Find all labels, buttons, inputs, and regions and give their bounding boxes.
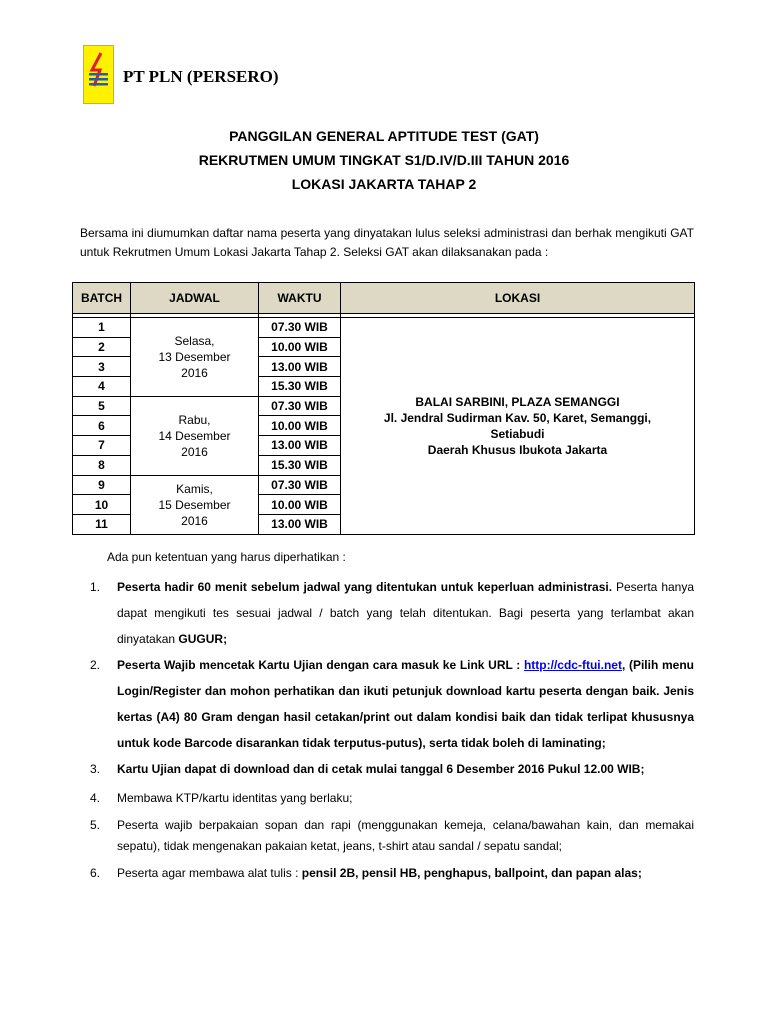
list-number: 5. (90, 818, 101, 832)
lokasi-district: Setiabudi (490, 426, 545, 441)
list-item: 4. Membawa KTP/kartu identitas yang berlaku; (80, 788, 694, 809)
list-item: 3. Kartu Ujian dapat di download dan di cetak mulai tanggal 6 Desember 2016 Pukul 12.00 WIB; (80, 756, 694, 782)
waktu-cell: 10.00 WIB (259, 416, 341, 436)
waktu-cell: 07.30 WIB (259, 475, 341, 495)
header-lokasi: LOKASI (341, 283, 695, 314)
list-number: 1. (90, 580, 101, 594)
list-number: 6. (90, 866, 101, 880)
waktu-cell: 13.00 WIB (259, 514, 341, 534)
company-name: PT PLN (PERSERO) (123, 67, 279, 86)
lokasi-street: Jl. Jendral Sudirman Kav. 50, Karet, Semanggi, (383, 410, 652, 425)
waktu-cell: 10.00 WIB (259, 337, 341, 357)
lokasi-cell (341, 318, 695, 535)
header-waktu: WAKTU (259, 283, 341, 314)
waktu-cell: 13.00 WIB (259, 436, 341, 456)
jadwal-cell (131, 396, 259, 475)
waktu-cell: 07.30 WIB (259, 396, 341, 416)
jadwal-day: Kamis, (176, 481, 213, 496)
batch-cell: 1 (73, 318, 131, 338)
batch-cell: 3 (73, 357, 131, 377)
list-item: 5. Peserta wajib berpakaian sopan dan rapi (menggunakan kemeja, celana/bawahan kain, dan memakai sepatu), tidak mengenakan pakaian ketat, jeans, t-shirt atau sandal / sepatu sandal; (80, 815, 694, 857)
batch-cell: 7 (73, 436, 131, 456)
title-line-3: LOKASI JAKARTA TAHAP 2 (291, 176, 477, 192)
jadwal-day: Rabu, (178, 412, 211, 427)
jadwal-year: 2016 (181, 513, 208, 528)
title-line-1: PANGGILAN GENERAL APTITUDE TEST (GAT) (229, 128, 539, 144)
schedule-table (72, 282, 695, 535)
notes-heading: Ada pun ketentuan yang harus diperhatikan : (107, 550, 346, 564)
table-header-row (73, 283, 695, 314)
waktu-cell: 10.00 WIB (259, 495, 341, 515)
lokasi-region: Daerah Khusus Ibukota Jakarta (427, 442, 608, 457)
batch-cell: 9 (73, 475, 131, 495)
document-title (0, 124, 768, 196)
jadwal-year: 2016 (181, 444, 208, 459)
title-line-2: REKRUTMEN UMUM TINGKAT S1/D.IV/D.III TAHUN 2016 (198, 152, 570, 168)
waktu-cell: 13.00 WIB (259, 357, 341, 377)
jadwal-date: 14 Desember (158, 428, 231, 443)
jadwal-cell (131, 475, 259, 534)
lokasi-venue: BALAI SARBINI, PLAZA SEMANGGI (415, 394, 620, 409)
batch-cell: 11 (73, 514, 131, 534)
jadwal-date: 13 Desember (158, 349, 231, 364)
list-item: 2. Peserta Wajib mencetak Kartu Ujian dengan cara masuk ke Link URL : http://cdc-ftui.net, (Pilih menu Login/Register dan mohon perhatikan dan ikuti petunjuk download kartu peserta dengan baik. Jenis kertas (A4) 80 Gram dengan hasil cetakan/print out dalam kondisi baik dan tidak terlipat khususnya untuk kode Barcode disarankan tidak terputus-putus), serta tidak boleh di laminating; (80, 652, 694, 756)
batch-cell: 2 (73, 337, 131, 357)
jadwal-year: 2016 (181, 365, 208, 380)
pln-logo (83, 45, 114, 104)
intro-paragraph: Bersama ini diumumkan daftar nama peserta yang dinyatakan lulus seleksi administrasi dan berhak mengikuti GAT untuk Rekrutmen Umum Lokasi Jakarta Tahap 2. Seleksi GAT akan dilaksanakan pada : (80, 226, 694, 259)
jadwal-date: 15 Desember (158, 497, 231, 512)
batch-cell: 6 (73, 416, 131, 436)
batch-cell: 10 (73, 495, 131, 515)
waktu-cell: 07.30 WIB (259, 318, 341, 338)
list-number: 2. (90, 658, 101, 672)
header-jadwal: JADWAL (131, 283, 259, 314)
rules-list (80, 574, 694, 884)
jadwal-cell (131, 318, 259, 397)
list-item: 6. Peserta agar membawa alat tulis : pensil 2B, pensil HB, penghapus, ballpoint, dan papan alas; (80, 863, 694, 884)
jadwal-day: Selasa, (174, 333, 215, 348)
batch-cell: 8 (73, 455, 131, 475)
list-number: 4. (90, 791, 101, 805)
batch-cell: 5 (73, 396, 131, 416)
list-item: 1. Peserta hadir 60 menit sebelum jadwal yang ditentukan untuk keperluan administrasi. Peserta hanya dapat mengikuti tes sesuai jadwal / batch yang telah ditentukan. Bagi peserta yang terlambat akan dinyatakan GUGUR; (80, 574, 694, 652)
header-batch: BATCH (73, 283, 131, 314)
waktu-cell: 15.30 WIB (259, 377, 341, 397)
cdc-ftui-link[interactable]: http://cdc-ftui.net (523, 658, 622, 672)
table-row (73, 318, 695, 338)
list-number: 3. (90, 762, 101, 776)
waktu-cell: 15.30 WIB (259, 455, 341, 475)
batch-cell: 4 (73, 377, 131, 397)
